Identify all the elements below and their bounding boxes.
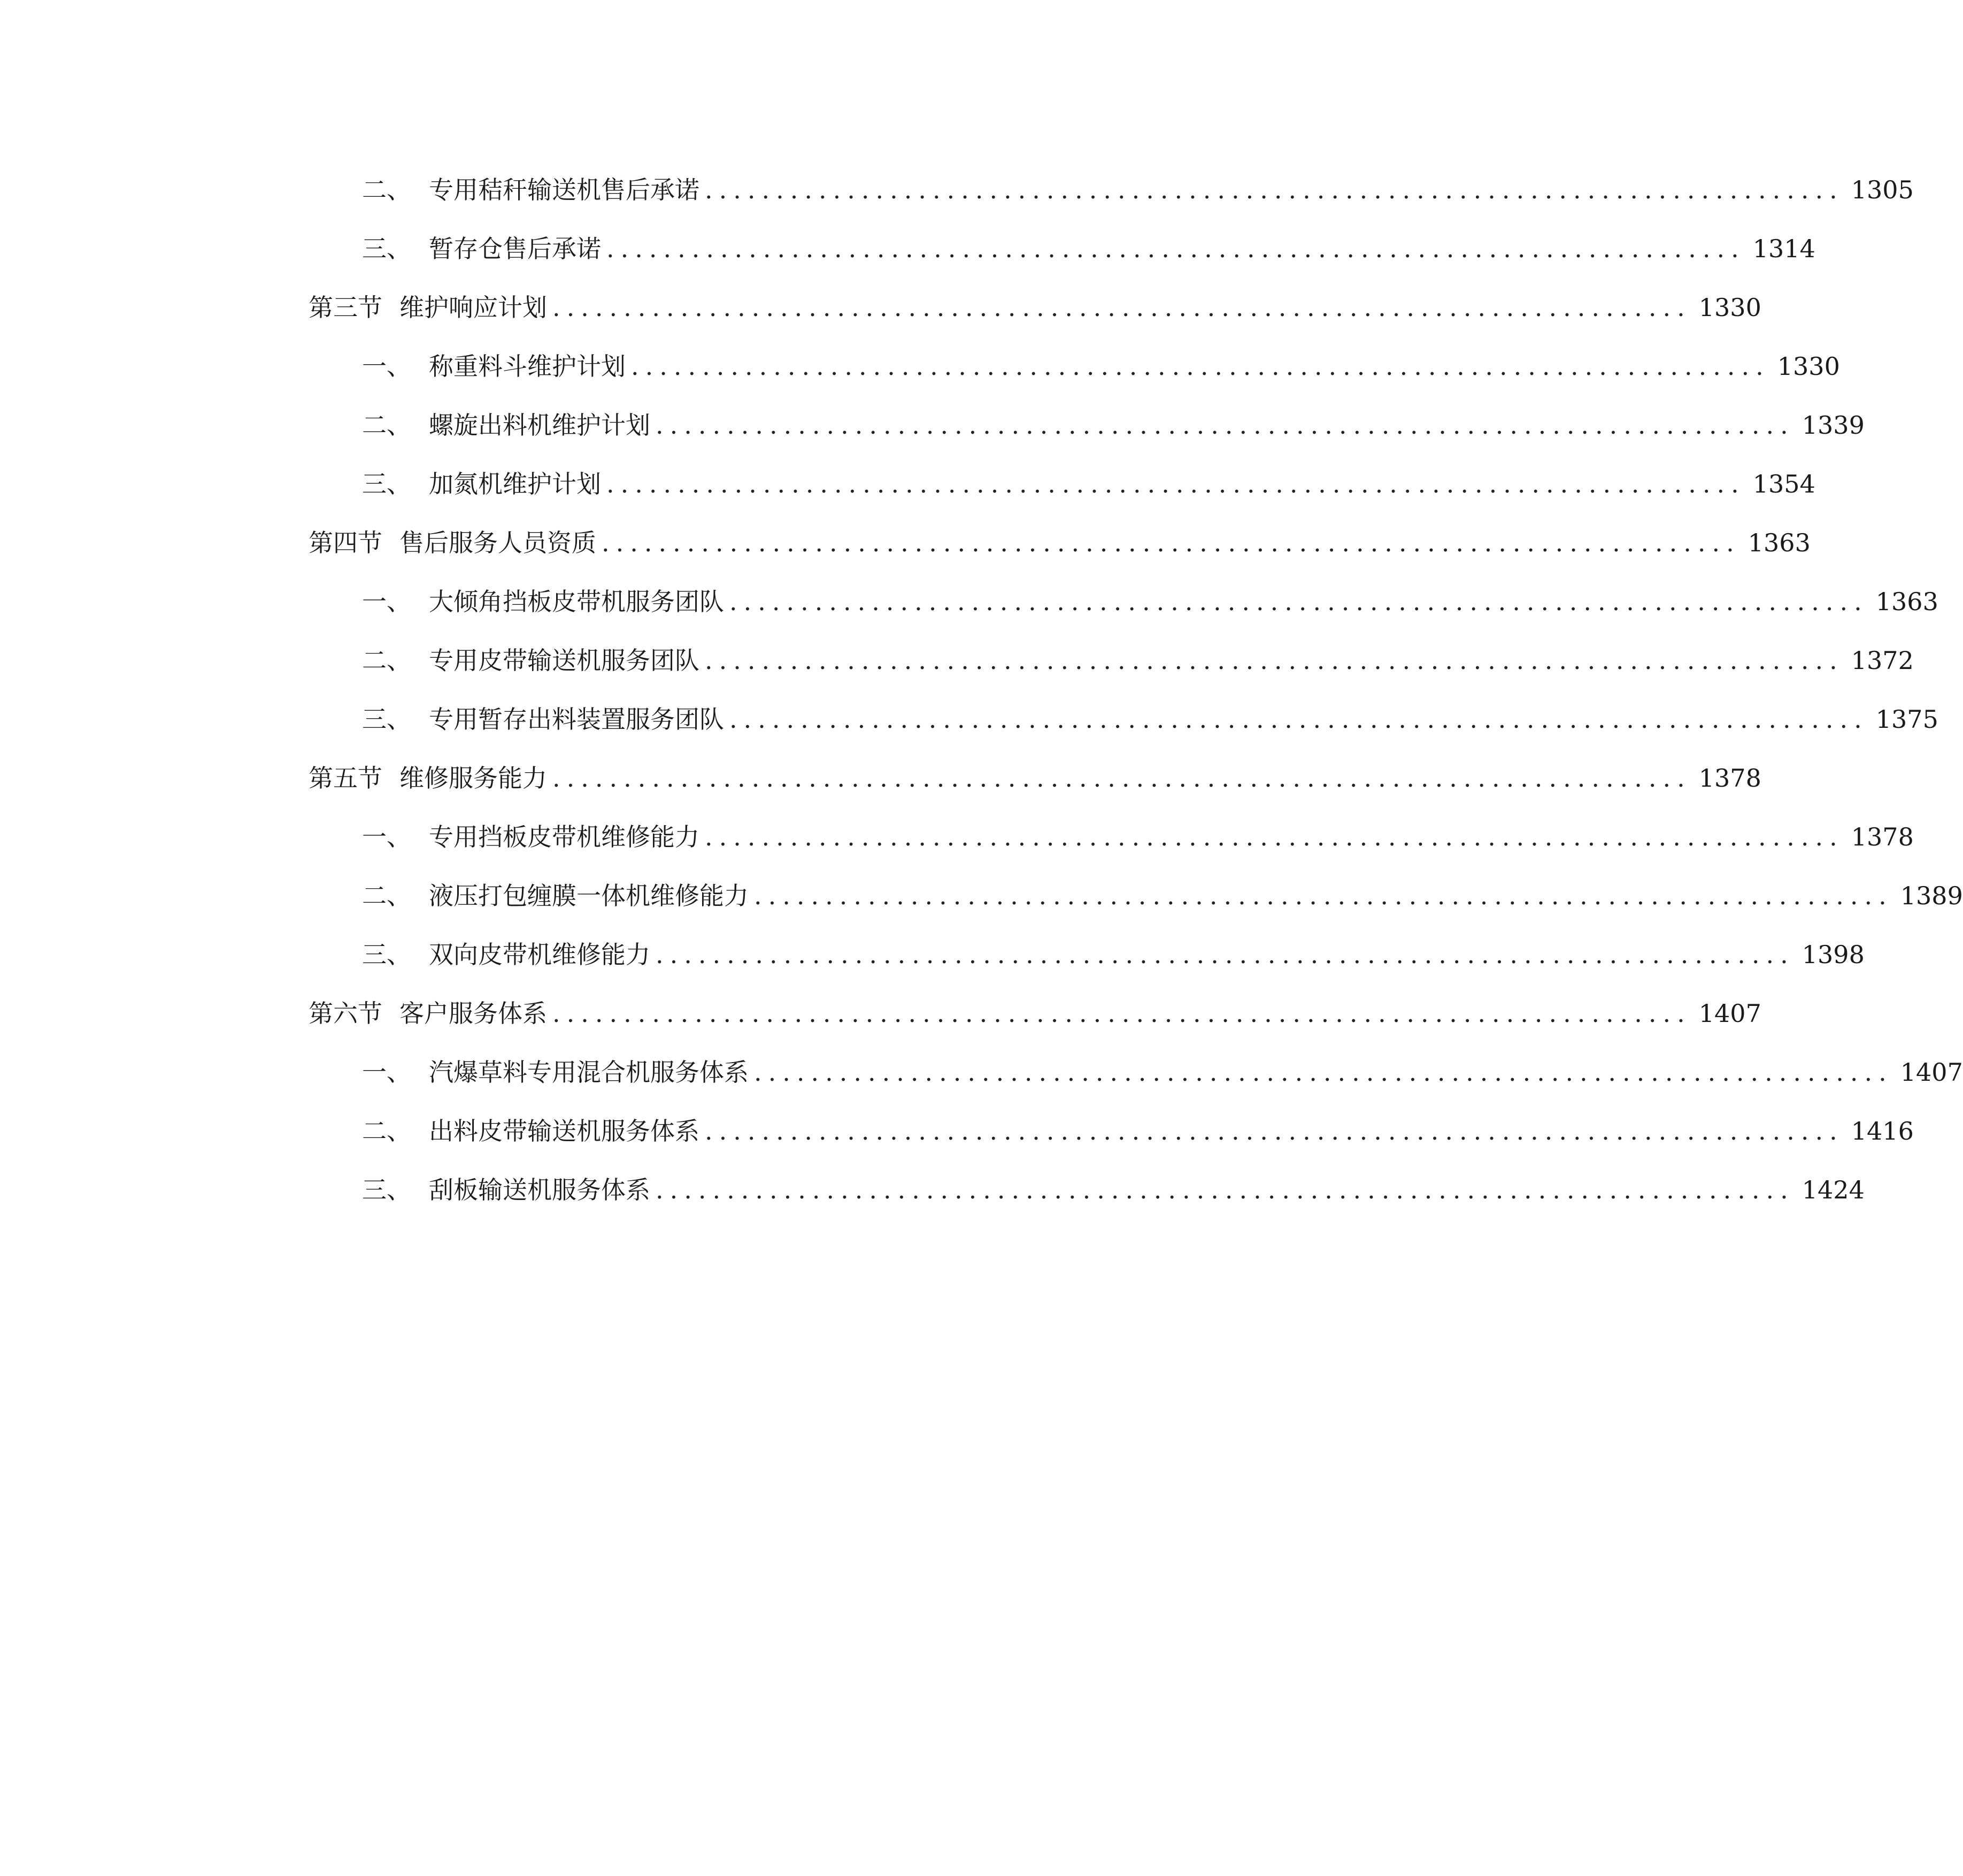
toc-entry-title: 大倾角挡板皮带机服务团队 — [429, 587, 724, 616]
toc-entry-page-number: 1424 — [1802, 1175, 1865, 1204]
toc-entry-title: 出料皮带输送机服务体系 — [429, 1117, 699, 1145]
toc-subsection-entry[interactable] — [309, 219, 1815, 278]
toc-dot-leader: ................................................................................ — [705, 175, 1844, 204]
toc-entry-number: 三、 — [362, 234, 411, 263]
toc-dot-leader: ................................................................................ — [602, 528, 1741, 557]
toc-subsection-entry[interactable] — [309, 337, 1840, 396]
toc-section-entry[interactable] — [309, 513, 1811, 572]
toc-entry-page-number: 1330 — [1698, 293, 1761, 322]
toc-entry-number: 二、 — [362, 646, 411, 675]
toc-entry-title: 维修服务能力 — [399, 764, 547, 793]
toc-entry-number: 三、 — [362, 470, 411, 498]
toc-subsection-entry[interactable] — [309, 1160, 1865, 1219]
toc-entry-page-number: 1398 — [1802, 940, 1865, 969]
toc-entry-page-number: 1375 — [1875, 705, 1938, 734]
toc-dot-leader: ................................................................................ — [754, 1058, 1893, 1087]
toc-entry-page-number: 1314 — [1752, 234, 1815, 263]
toc-dot-leader: ................................................................................ — [552, 999, 1691, 1028]
toc-dot-leader: ................................................................................ — [729, 705, 1868, 734]
toc-subsection-entry[interactable] — [309, 631, 1914, 690]
toc-dot-leader: ................................................................................ — [606, 234, 1745, 263]
toc-entry-page-number: 1339 — [1802, 411, 1865, 440]
toc-entry-number: 一、 — [362, 1058, 411, 1087]
toc-dot-leader: ................................................................................ — [552, 764, 1691, 793]
toc-section-entry[interactable] — [309, 984, 1761, 1043]
toc-subsection-entry[interactable] — [309, 1043, 1963, 1102]
toc-entry-number: 二、 — [362, 411, 411, 440]
toc-entry-number: 第三节 — [309, 293, 382, 322]
toc-entry-title: 专用皮带输送机服务团队 — [429, 646, 699, 675]
toc-subsection-entry[interactable] — [309, 396, 1865, 455]
toc-entry-title: 维护响应计划 — [399, 293, 547, 322]
toc-entry-title: 专用暂存出料装置服务团队 — [429, 705, 724, 734]
toc-subsection-entry[interactable] — [309, 808, 1914, 866]
toc-dot-leader: ................................................................................ — [705, 822, 1844, 851]
table-of-contents — [309, 160, 1963, 1219]
toc-dot-leader: ................................................................................ — [705, 646, 1844, 675]
toc-entry-title: 暂存仓售后承诺 — [429, 234, 601, 263]
toc-entry-number: 三、 — [362, 1175, 411, 1204]
toc-entry-number: 一、 — [362, 822, 411, 851]
toc-dot-leader: ................................................................................ — [705, 1117, 1844, 1145]
toc-subsection-entry[interactable] — [309, 690, 1938, 749]
toc-entry-title: 专用挡板皮带机维修能力 — [429, 822, 699, 851]
toc-entry-number: 第六节 — [309, 999, 382, 1028]
toc-entry-number: 二、 — [362, 175, 411, 204]
toc-entry-page-number: 1372 — [1851, 646, 1914, 675]
toc-entry-page-number: 1416 — [1851, 1117, 1914, 1145]
toc-entry-title: 双向皮带机维修能力 — [429, 940, 650, 969]
toc-subsection-entry[interactable] — [309, 925, 1865, 984]
toc-entry-number: 三、 — [362, 705, 411, 734]
toc-subsection-entry[interactable] — [309, 572, 1938, 631]
toc-entry-number: 一、 — [362, 587, 411, 616]
toc-entry-number: 一、 — [362, 352, 411, 381]
toc-entry-title: 售后服务人员资质 — [399, 528, 596, 557]
toc-entry-title: 加氮机维护计划 — [429, 470, 601, 498]
toc-entry-title: 专用秸秆输送机售后承诺 — [429, 175, 699, 204]
toc-subsection-entry[interactable] — [309, 866, 1963, 925]
toc-entry-title: 刮板输送机服务体系 — [429, 1175, 650, 1204]
toc-entry-number: 三、 — [362, 940, 411, 969]
toc-dot-leader: ................................................................................ — [606, 470, 1745, 498]
toc-entry-title: 汽爆草料专用混合机服务体系 — [429, 1058, 749, 1087]
toc-subsection-entry[interactable] — [309, 455, 1815, 513]
toc-entry-number: 第四节 — [309, 528, 382, 557]
toc-entry-title: 液压打包缠膜一体机维修能力 — [429, 881, 749, 910]
toc-dot-leader: ................................................................................ — [656, 1175, 1795, 1204]
toc-entry-title: 称重料斗维护计划 — [429, 352, 626, 381]
toc-entry-page-number: 1378 — [1698, 764, 1761, 793]
toc-entry-page-number: 1389 — [1900, 881, 1963, 910]
toc-section-entry[interactable] — [309, 278, 1761, 337]
toc-entry-number: 二、 — [362, 881, 411, 910]
toc-entry-page-number: 1354 — [1752, 470, 1815, 498]
toc-entry-page-number: 1378 — [1851, 822, 1914, 851]
toc-entry-number: 第五节 — [309, 764, 382, 793]
toc-dot-leader: ................................................................................ — [754, 881, 1893, 910]
toc-dot-leader: ................................................................................ — [729, 587, 1868, 616]
toc-entry-title: 客户服务体系 — [399, 999, 547, 1028]
toc-subsection-entry[interactable] — [309, 160, 1914, 219]
toc-entry-page-number: 1330 — [1777, 352, 1840, 381]
toc-subsection-entry[interactable] — [309, 1102, 1914, 1160]
toc-entry-page-number: 1407 — [1900, 1058, 1963, 1087]
toc-entry-page-number: 1363 — [1748, 528, 1811, 557]
toc-entry-number: 二、 — [362, 1117, 411, 1145]
toc-dot-leader: ................................................................................ — [656, 411, 1795, 440]
toc-section-entry[interactable] — [309, 749, 1761, 808]
toc-dot-leader: ................................................................................ — [631, 352, 1770, 381]
toc-dot-leader: ................................................................................ — [656, 940, 1795, 969]
toc-entry-page-number: 1363 — [1875, 587, 1938, 616]
toc-dot-leader: ................................................................................ — [552, 293, 1691, 322]
toc-entry-page-number: 1305 — [1851, 175, 1914, 204]
toc-entry-page-number: 1407 — [1698, 999, 1761, 1028]
toc-entry-title: 螺旋出料机维护计划 — [429, 411, 650, 440]
